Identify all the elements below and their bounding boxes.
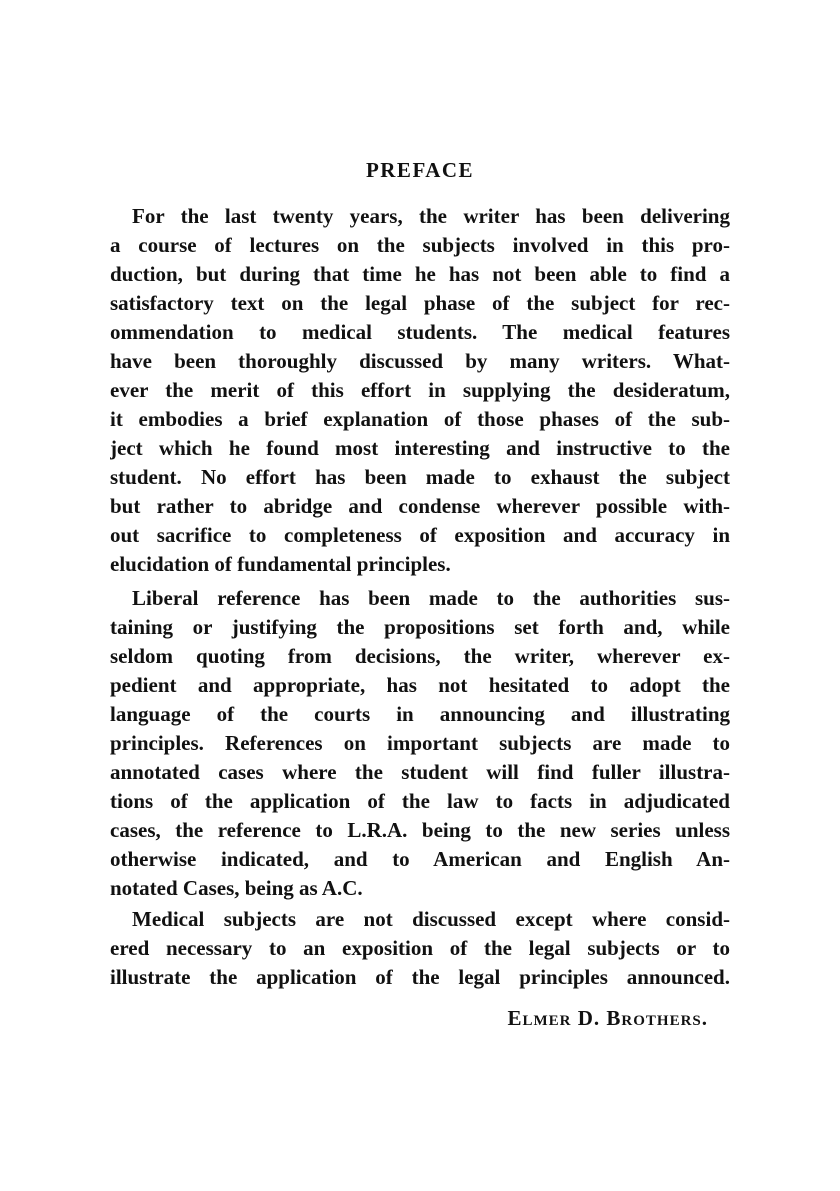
paragraph-line: tions of the application of the law to facts in adjudicated bbox=[110, 789, 730, 813]
paragraph-line: taining or justifying the propositions set forth and, while bbox=[110, 615, 730, 639]
paragraph-line: but rather to abridge and condense wherever possible with- bbox=[110, 494, 730, 518]
paragraph-line: language of the courts in announcing and illustrating bbox=[110, 702, 730, 726]
paragraph-line: notated Cases, being as A.C. bbox=[110, 876, 363, 900]
paragraph-line: ject which he found most interesting and instructive to the bbox=[110, 436, 730, 460]
paragraph-line: satisfactory text on the legal phase of the subject for rec- bbox=[110, 291, 730, 315]
paragraph-line: ommendation to medical students. The medical features bbox=[110, 320, 730, 344]
paragraph-line: principles. References on important subjects are made to bbox=[110, 731, 730, 755]
paragraph-line: For the last twenty years, the writer has been delivering bbox=[132, 204, 730, 228]
paragraph-line: pedient and appropriate, has not hesitated to adopt the bbox=[110, 673, 730, 697]
paragraph-line: otherwise indicated, and to American and English An- bbox=[110, 847, 730, 871]
paragraph-line: Medical subjects are not discussed except where consid- bbox=[132, 907, 730, 931]
paragraph-line: a course of lectures on the subjects involved in this pro- bbox=[110, 233, 730, 257]
page-title: PREFACE bbox=[365, 158, 475, 182]
paragraph-line: student. No effort has been made to exhaust the subject bbox=[110, 465, 730, 489]
author-signature: Elmer D. Brothers. bbox=[507, 1006, 708, 1030]
paragraph-line: have been thoroughly discussed by many writers. What- bbox=[110, 349, 730, 373]
paragraph-line: seldom quoting from decisions, the writer, wherever ex- bbox=[110, 644, 730, 668]
paragraph-line: annotated cases where the student will find fuller illustra- bbox=[110, 760, 730, 784]
paragraph-line: illustrate the application of the legal principles announced. bbox=[110, 965, 730, 989]
paragraph-line: ever the merit of this effort in supplying the desideratum, bbox=[110, 378, 730, 402]
paragraph-line: ered necessary to an exposition of the legal subjects or to bbox=[110, 936, 730, 960]
paragraph-line: elucidation of fundamental principles. bbox=[110, 552, 451, 576]
paragraph-line: out sacrifice to completeness of exposition and accuracy in bbox=[110, 523, 730, 547]
paragraph-line: Liberal reference has been made to the authorities sus- bbox=[132, 586, 730, 610]
paragraph-line: cases, the reference to L.R.A. being to the new series unless bbox=[110, 818, 730, 842]
paragraph-line: it embodies a brief explanation of those phases of the sub- bbox=[110, 407, 730, 431]
paragraph-line: duction, but during that time he has not been able to find a bbox=[110, 262, 730, 286]
